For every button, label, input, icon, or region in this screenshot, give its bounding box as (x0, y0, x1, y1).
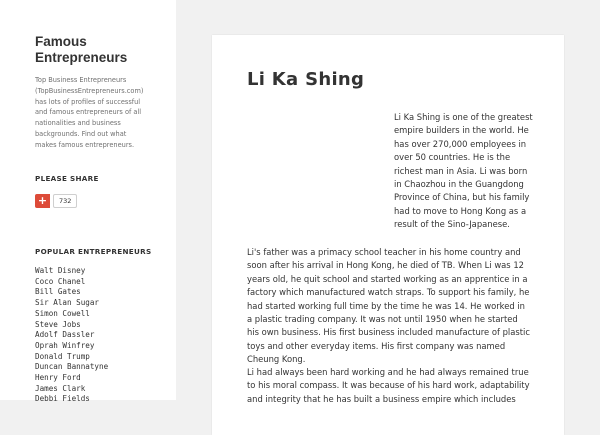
article-paragraph: Li's father was a primacy school teacher in his home country and soon after his arrival in Hong Kong, he died of TB. When Li was 12 years old, he quit school and started working as an apprentice in a factory which manufactured watch straps. To support his family, he had started working full time by the time he was 14. He worked in a plastic trading company. It was not until 1950 when he started his own business. His first business included manufacture of plastic toys and other everyday items. His first company was named Cheung Kong. (247, 247, 530, 365)
list-item[interactable]: Oprah Winfrey (35, 340, 95, 350)
article (212, 35, 564, 435)
article-title: Li Ka Shing (247, 69, 365, 90)
article-paragraph: Li had always been hard working and he had always remained true to his moral compass. It was because of his hard work, adaptability and integrity that he has built a business empire which includes (247, 367, 530, 404)
site-description: Top Business Entrepreneurs (TopBusinessEntrepreneurs.com) has lots of profiles of successful and famous entrepreneurs of all nationalities and business backgrounds. Find out what makes famous entrepreneurs. (35, 76, 144, 149)
list-item[interactable]: Coco Chanel (35, 276, 86, 286)
list-item[interactable]: Henry Ford (35, 373, 81, 383)
list-item[interactable]: Debbi Fields (35, 394, 90, 404)
share-heading: PLEASE SHARE (35, 174, 99, 183)
share-count: 732 (53, 194, 77, 208)
google-plus-share-button[interactable]: + (35, 194, 50, 208)
article-intro: Li Ka Shing is one of the greatest empire builders in the world. He has over 270,000 employees in over 50 countries. He is the richest man in Asia. Li was born in Chaozhou in the Guangdong Province of China, but his family had to move to Hong Kong as a result of the Sino-Japanese. (394, 112, 533, 230)
popular-heading: POPULAR ENTREPRENEURS (35, 247, 152, 256)
list-item[interactable]: Adolf Dassler (35, 330, 95, 340)
list-item[interactable]: Donald Trump (35, 351, 90, 361)
list-item[interactable]: Walt Disney (35, 266, 86, 275)
sidebar (0, 0, 176, 404)
list-item[interactable]: James Clark (35, 383, 86, 393)
list-item[interactable]: Bill Gates (35, 287, 81, 297)
list-item[interactable]: Steve Jobs (35, 319, 81, 329)
list-item[interactable]: Sir Alan Sugar (35, 298, 100, 308)
popular-entrepreneurs-list (35, 266, 108, 405)
list-item[interactable]: Duncan Bannatyne (35, 362, 109, 372)
share-widget (35, 194, 77, 208)
site-title[interactable]: Famous Entrepreneurs (35, 34, 128, 65)
list-item[interactable]: Simon Cowell (35, 308, 90, 318)
